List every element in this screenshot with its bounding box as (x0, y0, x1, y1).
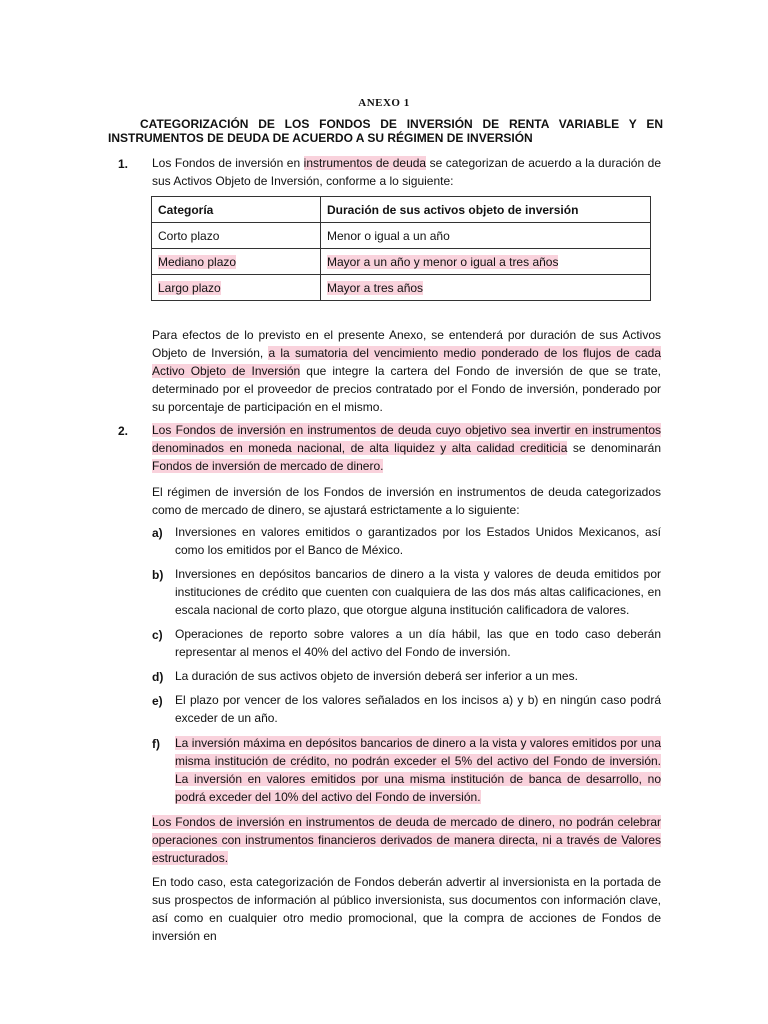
table-cell (152, 223, 321, 249)
duration-highlight: a la sumatoria del vencimiento medio ponderado de los flujos de cada Activo Objeto de Inversión (152, 346, 661, 378)
item-e-text: El plazo por vencer de los valores señalados en los incisos a) y b) en ningún caso podrá exceder de un año. (175, 693, 661, 725)
derivatives-highlight: Los Fondos de inversión en instrumentos de deuda de mercado de dinero, no podrán celebrar operaciones con instrumentos financieros derivados de manera directa, ni a través de Valores estructurados. (152, 815, 661, 865)
table-cell (321, 249, 651, 275)
section-1-text (152, 154, 661, 190)
cell-text-highlight: Mayor a tres años (327, 280, 424, 295)
final-paragraph: En todo caso, esta categorización de Fondos deberán advertir al inversionista en la portada de sus prospectos de información al público inversionista, sus documentos con información clave, así como en cualquier otro medio promocional, que la compra de acciones de Fondos de inversión en (152, 875, 661, 943)
cell-text-highlight: Mayor a un año y menor o igual a tres años (327, 254, 559, 269)
table-cell (152, 275, 321, 301)
annex-title: ANEXO 1 (358, 97, 410, 109)
section-2-text-b: se denominarán (567, 441, 661, 455)
category-table (151, 196, 651, 301)
table-row (152, 223, 651, 249)
table-row (152, 249, 651, 275)
table-cell (321, 275, 651, 301)
section-1-text-a: Los Fondos de inversión en (152, 156, 304, 170)
item-b-letter: b) (152, 568, 164, 582)
section-2-text (152, 421, 661, 475)
duration-text-c: que integre la cartera del Fondo de inversión de que se trate, determinado por el proveedor de precios contratado por el Fondo de inversión, ponderado por su porcentaje de participación en el mismo. (152, 364, 661, 414)
item-a-letter: a) (152, 526, 163, 540)
section-1-number: 1. (118, 157, 129, 171)
cell-text-highlight: Largo plazo (158, 280, 221, 295)
section-2-highlight-c: Fondos de inversión de mercado de dinero. (152, 459, 384, 473)
cell-text-highlight: Mediano plazo (158, 254, 237, 269)
derivatives-paragraph (152, 813, 661, 867)
table-cell (321, 223, 651, 249)
section-1-text-c: se categorizan de acuerdo a la duración de sus Activos Objeto de Inversión, conforme a lo siguiente: (152, 156, 661, 188)
cell-text: Menor o igual a un año (327, 228, 450, 243)
item-c-letter: c) (152, 628, 163, 642)
table-header-row (152, 197, 651, 223)
item-a-text: Inversiones en valores emitidos o garantizados por los Estados Unidos Mexicanos, así como los emitidos por el Banco de México. (175, 525, 661, 557)
table-header-duracion: Duración de sus activos objeto de inversión (321, 197, 651, 223)
item-f-text (175, 734, 661, 806)
section-1-highlight: instrumentos de deuda (303, 156, 427, 170)
duration-text-a: Para efectos de lo previsto en el presente Anexo, se entenderá por duración de sus Activos Objeto de Inversión, (152, 328, 661, 360)
section-2-number: 2. (118, 424, 129, 438)
regimen-paragraph: El régimen de inversión de los Fondos de inversión en instrumentos de deuda categorizados como de mercado de dinero, se ajustará estrictamente a lo siguiente: (152, 485, 661, 517)
table-row (152, 275, 651, 301)
item-f-highlight: La inversión máxima en depósitos bancarios de dinero a la vista y valores emitidos por una misma institución de crédito, no podrán exceder el 5% del activo del Fondo de inversión. La inversión en valores emitidos por una misma institución de banca de desarrollo, no podrá exceder del 10% del activo del Fondo de inversión. (175, 736, 661, 804)
duration-definition-paragraph (152, 326, 661, 416)
section-2-highlight-a: Los Fondos de inversión en instrumentos de deuda cuyo objetivo sea invertir en instrumentos denominados en moneda nacional, de alta liquidez y alta calidad crediticia (152, 423, 661, 455)
item-f-letter: f) (152, 737, 160, 751)
item-d-letter: d) (152, 670, 164, 684)
main-heading: CATEGORIZACIÓN DE LOS FONDOS DE INVERSIÓN DE RENTA VARIABLE Y EN INSTRUMENTOS DE DEUDA DE ACUERDO A SU RÉGIMEN DE INVERSIÓN (108, 117, 663, 145)
item-b-text: Inversiones en depósitos bancarios de dinero a la vista y valores de deuda emitidos por instituciones de crédito que cuenten con cualquiera de las dos más altas calificaciones, en escala nacional de corto plazo, que otorgue alguna institución calificadora de valores. (175, 567, 661, 617)
item-c-text: Operaciones de reporto sobre valores a un día hábil, las que en todo caso deberán representar al menos el 40% del activo del Fondo de inversión. (175, 627, 661, 659)
item-e-letter: e) (152, 694, 163, 708)
table-header-categoria: Categoría (152, 197, 321, 223)
cell-text: Corto plazo (158, 228, 220, 243)
item-d-text: La duración de sus activos objeto de inversión deberá ser inferior a un mes. (175, 669, 578, 683)
table-cell (152, 249, 321, 275)
